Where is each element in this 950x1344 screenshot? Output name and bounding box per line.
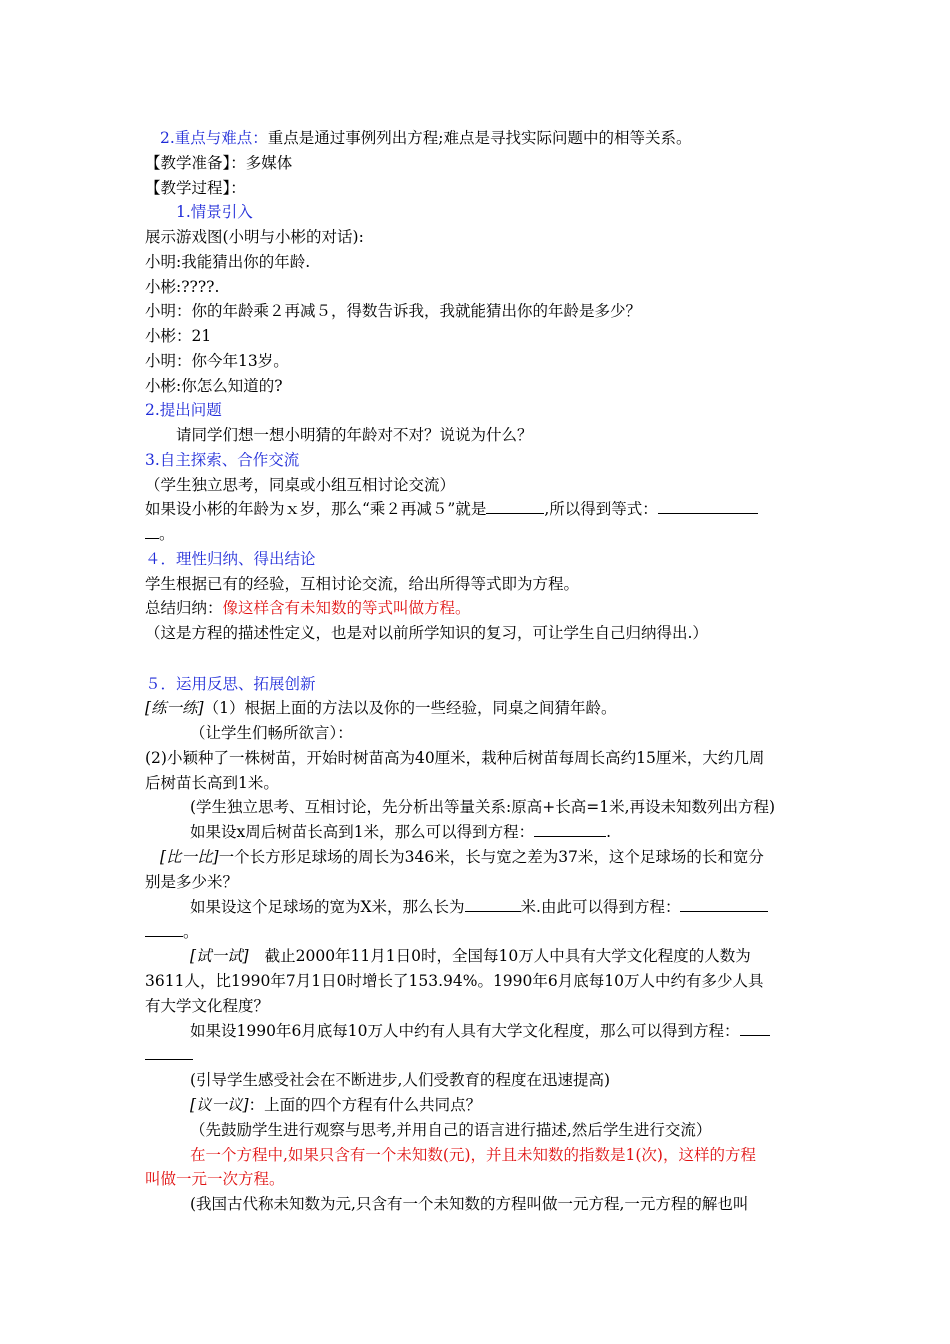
paragraph: [190, 820, 854, 845]
dialogue-line: 小彬:????.: [145, 278, 220, 296]
section-4-heading: ４．理性归纳、得出结论: [145, 550, 316, 568]
teaching-process-heading: 【教学过程】：: [145, 179, 246, 197]
text: .: [606, 823, 612, 841]
paragraph: 别是多少米？: [145, 873, 239, 891]
text: 。: [183, 923, 199, 941]
paragraph: (引导学生感受社会在不断进步,人们受教育的程度在迅速提高): [190, 1071, 611, 1089]
compare-label: [比一比]: [160, 848, 219, 866]
answer-blank: [465, 896, 521, 912]
text: 截止2000年11月1日0时，全国每10万人中具有大学文化程度的人数为: [264, 947, 751, 965]
text: 如果设x周后树苗长高到1米，那么可以得到方程：: [190, 823, 535, 841]
text: 。: [159, 525, 175, 543]
paragraph: 有大学文化程度？: [145, 997, 270, 1015]
paragraph: 请同学们想一想小明猜的年龄对不对？说说为什么？: [176, 426, 533, 444]
text: ,所以得到等式：: [544, 500, 658, 518]
section-5-heading: ５．运用反思、拓展创新: [145, 675, 316, 693]
paragraph: [145, 522, 809, 547]
paragraph: [190, 1093, 854, 1118]
paragraph: [190, 1019, 810, 1044]
paragraph: [145, 497, 809, 522]
text: 总结归纳：: [145, 599, 223, 617]
text: （1）根据上面的方法以及你的一些经验，同桌之间猜年龄。: [203, 699, 617, 717]
paragraph: 3611人，比1990年7月1日0时增长了153.94%。1990年6月底每10万人中约有多少人具: [145, 972, 764, 990]
text: 如果设这个足球场的宽为X米，那么长为: [190, 898, 465, 916]
section-3-heading: 3.自主探索、合作交流: [145, 451, 300, 469]
paragraph: (学生独立思考、互相讨论，先分析出等量关系:原高+长高=1米,再设未知数列出方程): [190, 798, 776, 816]
paragraph: 展示游戏图(小明与小彬的对话):: [145, 228, 364, 246]
key-points-heading: 2.重点与难点：: [160, 129, 268, 147]
practice-label: [练一练]: [145, 699, 204, 717]
answer-blank: [145, 1044, 193, 1060]
answer-blank: [534, 821, 606, 837]
text: 米.由此可以得到方程：: [520, 898, 681, 916]
answer-blank: [740, 1020, 770, 1036]
paragraph: （先鼓励学生进行观察与思考,并用自己的语言进行描述,然后学生进行交流）: [190, 1121, 712, 1139]
answer-blank: [486, 498, 544, 514]
definition-text: 像这样含有未知数的等式叫做方程。: [222, 599, 471, 617]
paragraph: （学生独立思考，同桌或小组互相讨论交流）: [145, 476, 456, 494]
paragraph: [145, 920, 809, 945]
section-1-heading: 1.情景引入: [176, 203, 253, 221]
paragraph: (我国古代称未知数为元,只含有一个未知数的方程叫做一元方程,一元方程的解也叫: [190, 1195, 749, 1213]
section-2-heading: 2.提出问题: [145, 401, 222, 419]
key-points-line: [160, 126, 824, 151]
dialogue-line: 小彬：21: [145, 327, 212, 345]
paragraph: [190, 895, 854, 920]
dialogue-line: 小彬:你怎么知道的?: [145, 377, 283, 395]
dialogue-line: 小明：你今年13岁。: [145, 352, 289, 370]
answer-blank: [145, 921, 183, 937]
paragraph: 学生根据已有的经验，互相讨论交流，给出所得等式即为方程。: [145, 575, 580, 593]
text: 一个长方形足球场的周长为346米，长与宽之差为37米，这个足球场的长和宽分: [218, 848, 764, 866]
summary-line: [145, 596, 809, 621]
dialogue-line: 小明:我能猜出你的年龄.: [145, 253, 311, 271]
discuss-label: [议一议]: [190, 1096, 249, 1114]
text: ：上面的四个方程有什么共同点？: [248, 1096, 482, 1114]
definition-line: 叫做一元一次方程。: [145, 1170, 285, 1188]
dialogue-line: 小明：你的年龄乘２再减５，得数告诉我，我就能猜出你的年龄是多少？: [145, 302, 642, 320]
text: 如果设1990年6月底每10万人中约有人具有大学文化程度，那么可以得到方程：: [190, 1022, 740, 1040]
paragraph: [160, 845, 824, 870]
paragraph: （这是方程的描述性定义，也是对以前所学知识的复习，可让学生自己归纳得出.）: [145, 624, 708, 642]
answer-blank: [658, 498, 758, 514]
text: 如果设小彬的年龄为ｘ岁，那么“乘２再减５”就是: [145, 500, 487, 518]
answer-blank: [145, 523, 159, 539]
paragraph: （让学生们畅所欲言）：: [190, 724, 353, 742]
key-points-text: 重点是通过事例列出方程;难点是寻找实际问题中的相等关系。: [267, 129, 692, 147]
paragraph: [190, 944, 854, 969]
paragraph: (2)小颖种了一株树苗，开始时树苗高为40厘米，栽种后树苗每周长高约15厘米，大约几周: [145, 749, 765, 767]
answer-blank: [680, 896, 768, 912]
paragraph: [145, 1043, 809, 1068]
paragraph: 后树苗长高到1米。: [145, 774, 279, 792]
definition-line: 在一个方程中,如果只含有一个未知数(元)，并且未知数的指数是1(次)，这样的方程: [190, 1146, 756, 1164]
try-label: [试一试]: [190, 947, 249, 965]
teaching-prep: 【教学准备】：多媒体: [145, 154, 293, 172]
paragraph: [145, 696, 809, 721]
